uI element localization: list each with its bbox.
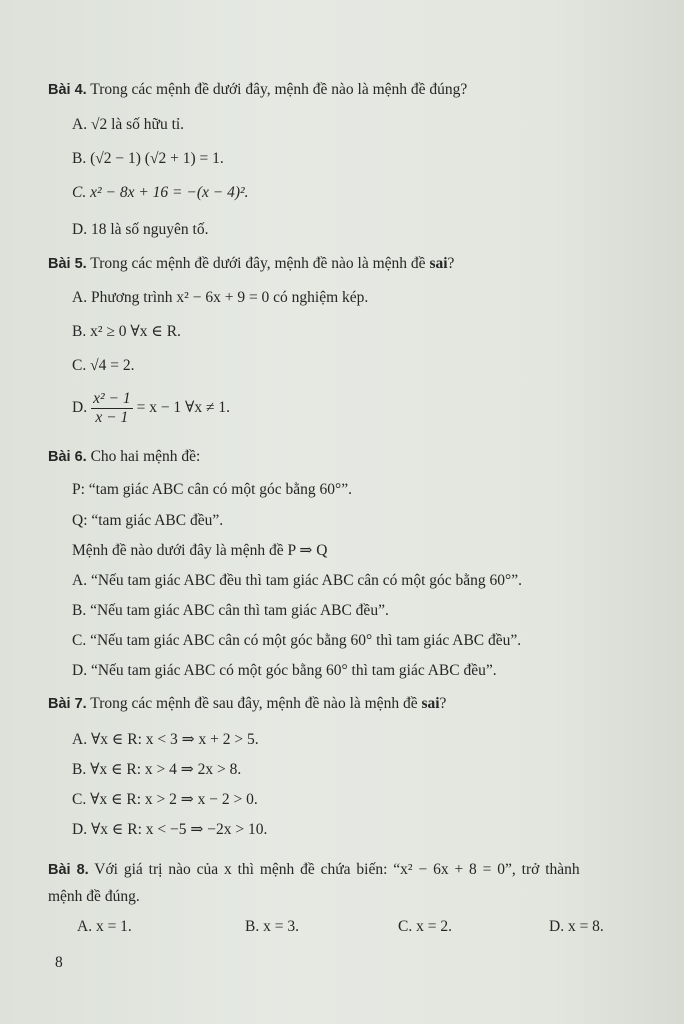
bai4-label: Bài 4. (48, 82, 87, 98)
bai6-q: Q: “tam giác ABC đều”. (72, 512, 224, 529)
bai7-option-c: C. ∀x ∈ R: x > 2 ⇒ x − 2 > 0. (72, 791, 258, 808)
fraction-numerator: x² − 1 (93, 390, 131, 407)
bai7-end: ? (439, 695, 447, 712)
bai5-end: ? (447, 255, 455, 272)
bai5-text: Trong các mệnh đề dưới đây, mệnh đề nào là mệnh đề (90, 255, 426, 272)
bai8-question (48, 860, 580, 880)
bai6-prompt: Mệnh đề nào dưới đây là mệnh đề P ⇒ Q (72, 542, 328, 559)
bai5-bold: sai (429, 255, 448, 272)
bai6-question (48, 447, 200, 467)
bai7-option-a: A. ∀x ∈ R: x < 3 ⇒ x + 2 > 5. (72, 731, 259, 748)
bai6-option-c: C. “Nếu tam giác ABC cân có một góc bằng 60° thì tam giác ABC đều”. (72, 632, 522, 649)
bai5-d-rest: = x − 1 ∀x ≠ 1. (136, 399, 231, 417)
bai8-question-cont: mệnh đề đúng. (48, 888, 140, 905)
bai7-label: Bài 7. (48, 696, 87, 712)
bai8-text: Với giá trị nào của x thì mệnh đề chứa biến: “x² − 6x + 8 = 0”, trở thành (94, 861, 580, 878)
bai4-option-b: B. (√2 − 1) (√2 + 1) = 1. (72, 150, 224, 167)
bai8-option-d: D. x = 8. (549, 918, 604, 935)
bai6-p: P: “tam giác ABC cân có một góc bằng 60°”. (72, 481, 352, 498)
bai5-option-d (72, 390, 230, 427)
bai8-option-b: B. x = 3. (245, 918, 299, 935)
bai5-d-prefix: D. (72, 399, 88, 417)
bai8-label: Bài 8. (48, 862, 89, 878)
bai7-question (48, 694, 446, 714)
bai8-option-c: C. x = 2. (398, 918, 452, 935)
bai6-option-b: B. “Nếu tam giác ABC cân thì tam giác ABC đều”. (72, 602, 389, 619)
fraction-denominator: x − 1 (95, 409, 129, 426)
bai4-option-c: C. x² − 8x + 16 = −(x − 4)². (72, 184, 249, 201)
bai5-option-b: B. x² ≥ 0 ∀x ∈ R. (72, 323, 181, 340)
bai5-question (48, 254, 454, 274)
bai4-option-d: D. 18 là số nguyên tố. (72, 221, 209, 238)
bai7-bold: sai (421, 695, 440, 712)
bai6-label: Bài 6. (48, 449, 87, 465)
bai6-option-a: A. “Nếu tam giác ABC đều thì tam giác ABC cân có một góc bằng 60°”. (72, 572, 522, 589)
bai7-option-d: D. ∀x ∈ R: x < −5 ⇒ −2x > 10. (72, 821, 268, 838)
bai6-option-d: D. “Nếu tam giác ABC có một góc bằng 60° thì tam giác ABC đều”. (72, 662, 497, 679)
bai7-option-b: B. ∀x ∈ R: x > 4 ⇒ 2x > 8. (72, 761, 242, 778)
bai8-option-a: A. x = 1. (77, 918, 132, 935)
bai6-text: Cho hai mệnh đề: (90, 448, 201, 465)
bai4-text: Trong các mệnh đề dưới đây, mệnh đề nào là mệnh đề đúng? (90, 81, 468, 98)
bai5-option-a: A. Phương trình x² − 6x + 9 = 0 có nghiệm kép. (72, 289, 369, 306)
bai4-question (48, 80, 467, 100)
fraction (91, 390, 133, 427)
bai7-text: Trong các mệnh đề sau đây, mệnh đề nào là mệnh đề (90, 695, 418, 712)
bai5-label: Bài 5. (48, 256, 87, 272)
bai4-option-a: A. √2 là số hữu tỉ. (72, 116, 185, 133)
page-number: 8 (55, 954, 63, 971)
bai5-option-c: C. √4 = 2. (72, 357, 135, 374)
